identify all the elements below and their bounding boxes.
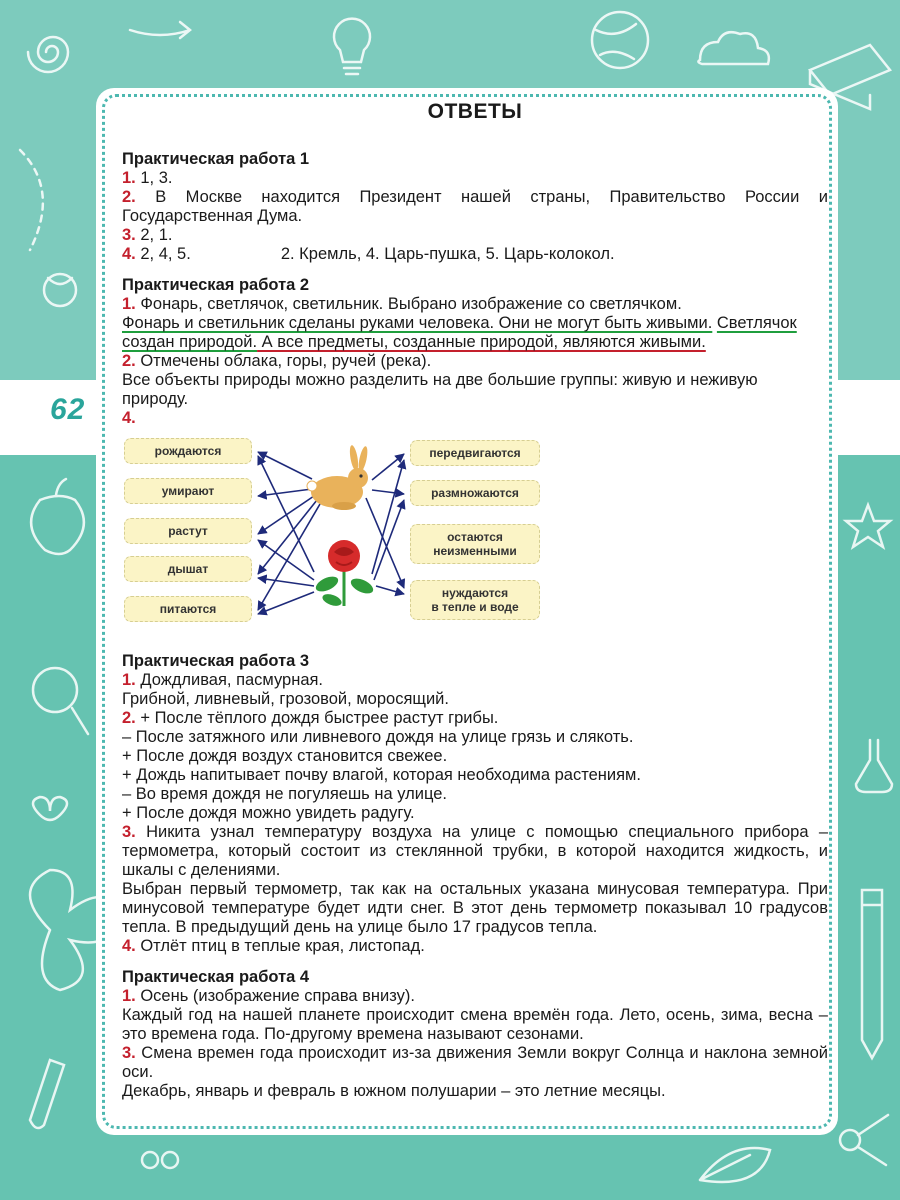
answer-3-3-extra: Выбран первый термометр, так как на остальных указана минусовая температура. При минусовой температуре будет идти снег. В этот день термометр показывал 10 градусов тепла. В предыдущий день на улице было 17 градусов тепла. [122,880,828,936]
section-title-4: Практическая работа 4 [122,968,310,986]
arrow-icon [130,22,190,38]
answer-text: 1, 3. [135,169,173,187]
answer-4-1-extra: Каждый год на нашей планете происходит смена времён года. Лето, осень, зима, весна – это времена года. По-другому времена называют сезонами. [122,1006,828,1043]
flask-icon [856,740,892,792]
answer-text: Осень (изображение справа внизу). [135,987,415,1005]
answer-text: + После тёплого дождя быстрее растут грибы. [135,709,499,727]
page-title: ОТВЕТЫ [427,100,523,123]
answer-number: 4. [122,245,136,263]
answers-card [96,88,838,1135]
answer-text: Дождливая, пасмурная. [135,671,324,689]
green-underlined-text: Фонарь и светильник сделаны руками человека. Они не могут быть живыми. [122,314,713,332]
globe-icon [592,12,648,68]
answer-2-2-extra: Все объекты природы можно разделить на две большие группы: живую и неживую природу. [122,371,758,408]
pill-line: остаются [447,530,503,544]
answer-text: Смена времен года происходит из-за движения Земли вокруг Солнца и наклона земной оси. [122,1044,828,1081]
page-number: 62 [50,393,86,426]
leaf-icon [700,1148,770,1182]
answer-2-1 [122,295,828,314]
pill-line: неизменными [433,544,517,558]
answer-number: 1. [122,295,136,313]
answer-3-1 [122,671,828,690]
answer-number: 1. [122,987,136,1005]
pill-need-warmth [410,580,540,620]
red-underlined-text: А все предметы, созданные природой, являются живыми. [257,333,706,351]
pill-line: в тепле и воде [431,600,519,614]
pill-die: умирают [124,478,252,504]
answer-1-2 [122,188,828,226]
dashed-curve [20,150,43,250]
rose-icon [314,540,376,608]
apple-icon [31,479,84,554]
answer-1-4 [122,245,828,264]
test-tube-icon [30,1060,64,1128]
answer-text: 2, 1. [135,226,173,244]
rabbit-icon [307,445,369,510]
answer-2-1-explanation [122,314,828,352]
answer-number: 1. [122,169,136,187]
answer-3-4 [122,937,828,956]
pill-reproduce: размножаются [410,480,540,506]
pill-born: рождаются [124,438,252,464]
answer-1-3 [122,226,828,245]
pill-unchanged [410,524,540,564]
lightbulb-icon [334,19,370,74]
pill-line: нуждаются [441,586,509,600]
answer-number: 2. [122,352,136,370]
answer-extra: 2. Кремль, 4. Царь-пушка, 5. Царь-колокол. [280,245,615,263]
pill-breathe: дышат [124,556,252,582]
answer-number: 4. [122,937,136,955]
cloud-icon [698,32,768,64]
answer-4-1 [122,987,828,1006]
star-icon [846,505,890,547]
answer-1-1 [122,169,828,188]
berries-icon [142,1152,178,1168]
pencil-icon [862,890,882,1058]
magnifier-icon [33,668,88,734]
answer-text: Отмечены облака, горы, ручей (река). [135,352,432,370]
answer-4-3-extra: Декабрь, январь и февраль в южном полушарии – это летние месяцы. [122,1082,666,1100]
answer-text: Отлёт птиц в теплые края, листопад. [135,937,425,955]
answer-3-1-extra: Грибной, ливневый, грозовой, моросящий. [122,690,449,708]
spiral-icon [28,37,68,72]
pill-move: передвигаются [410,440,540,466]
answer-4-3 [122,1044,828,1082]
answer-number: 3. [122,1044,136,1062]
section-title-1: Практическая работа 1 [122,150,310,168]
green-underlined-text: Светлячок создан природой. [122,314,797,351]
answer-text: 2, 4, 5. [135,245,191,263]
ball-icon [44,274,76,306]
answer-3-2-line: + После дождя воздух становится свежее. [122,747,448,765]
pill-eat: питаются [124,596,252,622]
answer-3-2-line: + Дождь напитывает почву влагой, которая необходима растениям. [122,766,641,784]
section-title-2: Практическая работа 2 [122,276,310,294]
answer-2-2 [122,352,828,371]
answer-3-2-line: + После дождя можно увидеть радугу. [122,804,415,822]
answer-number: 2. [122,709,136,727]
answer-text: Никита узнал температуру воздуха на улице с помощью специального прибора – термометра, который состоит из стеклянной трубки, в которой находится жидкость, и шкалы с делениями. [122,823,828,879]
answer-number: 1. [122,671,136,689]
living-nature-diagram [122,434,828,644]
answer-number: 3. [122,226,136,244]
answer-3-2-line: – После затяжного или ливневого дождя на улице грязь и слякоть. [122,728,634,746]
butterfly-icon [33,797,67,820]
section-title-3: Практическая работа 3 [122,652,310,670]
answer-number: 3. [122,823,136,841]
answers-content [122,102,828,1101]
answer-3-2 [122,709,828,728]
answer-text: Фонарь, светлячок, светильник. Выбрано изображение со светлячком. [135,295,682,313]
answer-number: 4. [122,409,136,427]
answer-3-3 [122,823,828,880]
answer-2-4 [122,409,828,428]
answer-3-2-line: – Во время дождя не погуляешь на улице. [122,785,447,803]
answer-text: В Москве находится Президент нашей страны, Правительство России и Государственная Дума. [122,188,828,225]
pill-grow: растут [124,518,252,544]
molecule-icon [840,1115,888,1165]
answer-number: 2. [122,188,136,206]
